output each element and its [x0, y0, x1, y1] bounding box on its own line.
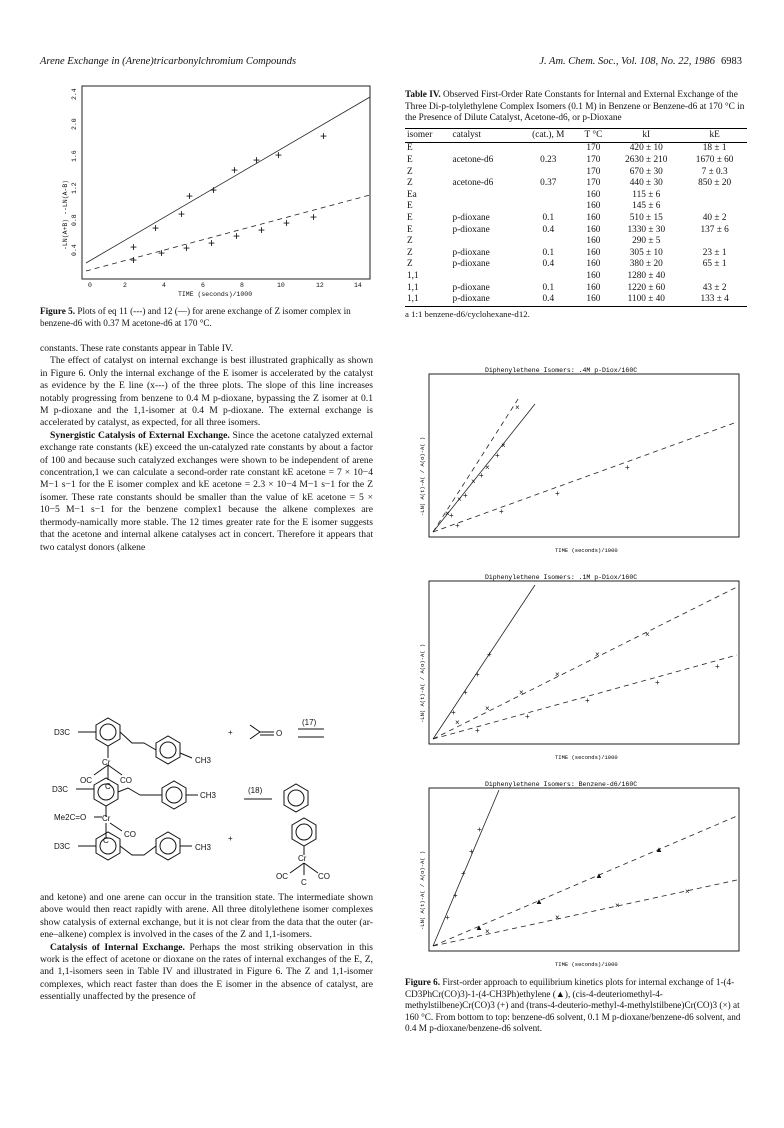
table-cell: [520, 190, 576, 202]
fig5-point: +: [158, 246, 166, 260]
scheme-label: CH3: [195, 843, 212, 852]
table-cell: 40 ± 2: [702, 212, 727, 223]
fig6-point: +: [495, 451, 500, 460]
scheme-plus: +: [228, 728, 233, 737]
fig6-point: +: [463, 688, 468, 697]
equation-number: (17): [302, 718, 317, 727]
scheme-label: Cr: [102, 758, 111, 767]
fig6-point: +: [445, 913, 450, 922]
table-row: [405, 283, 747, 295]
table-cell: 160: [586, 270, 601, 281]
fig6-point: +: [475, 670, 480, 679]
fig6-point: ×: [445, 509, 450, 518]
fig5-point: +: [130, 240, 138, 254]
fig6-point: +: [451, 708, 456, 717]
fig5-x-tick: 6: [201, 282, 205, 289]
fig6-point: ×: [485, 463, 490, 472]
table-cell: E: [407, 224, 413, 235]
table-cell: p-dioxane: [452, 224, 490, 235]
table-row: [405, 178, 747, 190]
table-cell: 1100 ± 40: [610, 294, 682, 306]
fig6-point: ×: [515, 403, 520, 412]
paragraph: and ketone) and one arene can occur in the transition state. The intermediate shown above would then react rapidly with arene. All three ditolylethene isomer complexes show catalysis of external exchange, but it is not clear from the data that the outer (ar-ene–alkene) complex is involved in the cases of the Z and 1,1-isomers.: [40, 892, 373, 941]
fig5-caption-label: Figure 5.: [40, 306, 76, 316]
table-title-text: Observed First-Order Rate Constants for Internal and External Exchange of the Three Di-p-tolylethylene Complex Isomers (0.1 M) in Benzene or Benzene-d6 at 170 °C in the Presence of Dilute Catalyst, Acetone-d6, or p-Dioxane: [405, 90, 745, 124]
paragraph: [40, 942, 373, 1004]
panel-x-label: TIME (seconds)/1000: [555, 754, 618, 761]
table-cell: 115 ± 6: [632, 189, 661, 200]
fig5-x-tick: 0: [88, 282, 92, 289]
scheme-label: C: [105, 782, 111, 791]
left-column-top: [40, 343, 373, 554]
fig5-x-label: TIME (seconds)/1000: [178, 291, 253, 298]
table-cell: 1280 ± 40: [627, 270, 666, 281]
section-heading: Catalysis of Internal Exchange.: [50, 941, 185, 953]
fig5-x-tick: 4: [162, 282, 166, 289]
scheme-label: OC: [276, 872, 288, 881]
table-cell: [520, 201, 576, 213]
fig5-y-tick: 0.4: [71, 244, 78, 256]
table-cell: 65 ± 1: [702, 259, 727, 270]
table-cell: 0.4: [542, 224, 555, 235]
table-cell: 850 ± 20: [698, 178, 732, 189]
fig5-y-tick: 2.0: [71, 118, 78, 130]
fig6-point: ×: [645, 630, 650, 639]
table-cell: [682, 190, 747, 202]
scheme-label: O: [276, 729, 283, 738]
panel-x-label: TIME (seconds)/1000: [555, 961, 618, 968]
scheme-label: Cr: [298, 854, 307, 863]
paragraph: [40, 430, 373, 554]
panel-y-label: -LN( A(t)-A( / A(o)-A( ): [419, 643, 426, 723]
fig6-caption-label: Figure 6.: [405, 977, 441, 987]
table-cell: E: [407, 212, 413, 223]
figure-6-panel-top: [415, 366, 745, 558]
table-row: [405, 190, 747, 202]
scheme-label: CO: [124, 830, 136, 839]
table-iv: [405, 90, 747, 320]
fig6-point: ×: [485, 927, 490, 936]
fig6-caption-text: First-order approach to equilibrium kinetics plots for internal exchange of 1-(4-CD3PhCr(CO)3)-1-(4-CH3Ph)ethylene (▲), (cis-4-deuteriomethyl-4-methylstilbene)Cr(CO)3 (+) and (trans-4-deuterio-methyl-4-methylstilbene)Cr(CO)3 (×) at 160 °C. From bottom to top: benzene-d6 solvent, 0.1 M p-dioxane/benzene-d6 solvent, and 0.4 M p-dioxane/benzene-d6 solvent.: [405, 977, 741, 1034]
fig6-point: +: [625, 463, 630, 472]
fig6-point: +: [655, 678, 660, 687]
table-row: [405, 155, 747, 167]
fig6-point: +: [715, 662, 720, 671]
fig6-point: +: [499, 507, 504, 516]
table-cell: [520, 236, 576, 248]
fig6-point: +: [477, 825, 482, 834]
table-row: [405, 213, 747, 225]
table-cell: 18 ± 1: [702, 143, 727, 154]
table-cell: Z: [407, 178, 413, 189]
fig6-point: +: [461, 869, 466, 878]
fig5-point: +: [231, 163, 239, 177]
table-cell: [451, 143, 521, 155]
fig6-point: ×: [519, 688, 524, 697]
panel-title: Diphenylethene Isomers: .4M p-Diox/160C: [485, 367, 638, 374]
fig5-point: +: [130, 253, 138, 267]
fig6-point: +: [455, 521, 460, 530]
fig6-point: +: [469, 847, 474, 856]
table-row: [405, 236, 747, 248]
table-cell: 0.4: [520, 294, 576, 306]
table-cell: Ea: [407, 189, 417, 200]
column-header: (cat.), M: [520, 128, 576, 143]
column-header: catalyst: [451, 128, 521, 143]
table-row: [405, 259, 747, 271]
table-cell: 510 ± 15: [629, 212, 663, 223]
running-header-left: Arene Exchange in (Arene)tricarbonylchromium Compounds: [40, 56, 297, 67]
fig6-point: ×: [615, 901, 620, 910]
table-cell: 133 ± 4: [682, 294, 747, 306]
fig5-point: +: [253, 153, 261, 167]
table-cell: [682, 236, 747, 248]
arene-ring-circle: [160, 742, 176, 758]
scheme-label: Cr: [102, 814, 111, 823]
fig6-point: ▲: [535, 897, 543, 906]
scheme-label: CO: [318, 872, 330, 881]
table-cell: [682, 271, 747, 283]
table-cell: [451, 236, 521, 248]
paragraph: constants. These rate constants appear in Table IV.: [40, 343, 234, 354]
scheme-label: Me2C=O: [54, 813, 87, 822]
fig5-point: +: [183, 241, 191, 255]
scheme-label: D3C: [54, 728, 71, 737]
table-row: [405, 201, 747, 213]
table-row: [405, 271, 747, 283]
arene-ring-circle: [100, 724, 116, 740]
fig6-point: ▲: [655, 845, 663, 854]
fig5-point: +: [178, 207, 186, 221]
fig6-point: +: [555, 489, 560, 498]
scheme-label: C: [301, 878, 307, 887]
fig6-point: +: [487, 650, 492, 659]
scheme-label: D3C: [52, 785, 69, 794]
table-cell: Z: [407, 236, 413, 247]
fig6-point: ×: [485, 704, 490, 713]
fig5-y-tick: 2.4: [71, 88, 78, 100]
table-cell: acetone-d6: [452, 154, 494, 165]
table-cell: 0.1: [542, 247, 555, 258]
table-cell: 0.23: [540, 154, 557, 165]
table-cell: 137 ± 6: [700, 224, 729, 235]
fig5-y-tick: 0.8: [71, 214, 78, 226]
fig5-x-tick: 2: [123, 282, 127, 289]
reaction-scheme: [40, 713, 373, 888]
table-cell: [451, 190, 521, 202]
fig5-y-label: -LN(A+B) --LN(A-B): [62, 179, 69, 250]
panel-y-label: -LN( A(t)-A( / A(o)-A( ): [419, 850, 426, 930]
fig6-point: ×: [501, 441, 506, 450]
table-cell: 0.1: [542, 212, 555, 223]
arene-ring-circle: [160, 838, 176, 854]
figure-6-caption: [405, 977, 745, 1035]
table-cell: Z: [407, 259, 413, 270]
figure-5-plot: [58, 80, 374, 302]
table-cell: 170: [586, 143, 601, 154]
table-cell: 170: [586, 178, 601, 189]
table-footnote: a 1:1 benzene-d6/cyclohexane-d12.: [405, 308, 530, 319]
table-cell: 380 ± 20: [629, 259, 663, 270]
table-cell: p-dioxane: [452, 247, 490, 258]
table-cell: [520, 167, 576, 179]
rate-constant-table: [405, 128, 747, 307]
table-cell: 1220 ± 60: [627, 282, 666, 293]
figure-6-panel-middle: [415, 573, 745, 765]
table-cell: E: [407, 143, 413, 154]
benzene-ring-circle: [296, 824, 312, 840]
fig5-y-tick: 1.2: [71, 182, 78, 194]
table-cell: [451, 201, 521, 213]
scheme-plus: +: [228, 834, 233, 843]
paragraph-body: Since the acetone catalyzed external exchange rate constants (kE) exceed the un-catalyzed rate constants by about a factor of 100 and because such catalyzed exchanges were shown to be independent of arene concentration,1 we can calculate a second-order rate constant kE acetone = 7 × 10−4 M−1 s−1 for the E isomer complex and kE acetone = 2.3 × 10−4 M−1 s−1 for the Z isomer. These rate constants should be smaller than the value of kE acetone = 5 × 10−5 M−1 s−1 for the benzene complex1 because the alkene complexes are thermody-namically more stable. The 12 times greater rate for the E isomer suggests that the acetone and internal alkene catalyses act in concert. Therefore it appears that two catalyst donors (alkene: [40, 429, 373, 553]
panel-title: Diphenylethene Isomers: .1M p-Diox/160C: [485, 574, 638, 581]
fig6-point: ×: [455, 718, 460, 727]
fig6-point: ▲: [595, 871, 603, 880]
section-heading: Synergistic Catalysis of External Exchange.: [50, 429, 230, 441]
fig6-point: +: [463, 491, 468, 500]
fig6-point: ▲: [475, 923, 483, 932]
table-cell: 145 ± 6: [632, 201, 661, 212]
table-cell: 305 ± 10: [629, 247, 663, 258]
table-cell: 160: [586, 224, 601, 235]
column-header: kI: [610, 128, 682, 143]
equation-number: (18): [248, 786, 263, 795]
table-cell: [520, 143, 576, 155]
journal-citation: J. Am. Chem. Soc., Vol. 108, No. 22, 1986: [539, 56, 715, 67]
panel-x-label: TIME (seconds)/1000: [555, 547, 618, 554]
fig6-point: +: [585, 696, 590, 705]
fig5-point: +: [210, 183, 218, 197]
table-cell: Z: [407, 166, 413, 177]
paragraph: The effect of catalyst on internal exchange is best illustrated graphically as shown in Figure 6. Only the internal exchange of the E isomer is accelerated by the catalyst as evidence by the E line (x---) of the three plots. The slope of this line increases notably progressing from benzene to 0.4 M p-dioxane, bypassing the Z isomer at 0.1 M p-dioxane and the 1,1-isomer at 0.4 M p-dioxane. The external exchange is accelerated by catalyst, as expected, for all three isomers.: [40, 355, 373, 429]
table-cell: 290 ± 5: [632, 236, 661, 247]
fig5-point: +: [283, 216, 291, 230]
table-cell: E: [407, 201, 413, 212]
scheme-label: C: [103, 836, 109, 845]
column-header: T °C: [577, 128, 611, 143]
table-cell: 1,1: [407, 270, 419, 281]
fig5-x-tick: 12: [316, 282, 324, 289]
scheme-label: D3C: [54, 842, 71, 851]
fig6-point: ×: [555, 670, 560, 679]
fig5-point: +: [233, 229, 241, 243]
table-cell: 440 ± 30: [629, 178, 663, 189]
fig5-point: +: [310, 210, 318, 224]
fig6-point: +: [525, 712, 530, 721]
table-cell: 23 ± 1: [702, 247, 727, 258]
table-row: [405, 225, 747, 237]
column-header: kE: [682, 128, 747, 143]
table-label: Table IV.: [405, 90, 441, 100]
table-cell: Z: [407, 247, 413, 258]
fig6-point: ×: [457, 495, 462, 504]
table-row: [405, 143, 747, 155]
table-cell: 420 ± 10: [629, 143, 663, 154]
table-cell: 2630 ± 210: [625, 154, 668, 165]
table-cell: [451, 167, 521, 179]
figure-6-panel-bottom: [415, 780, 745, 972]
table-cell: 160: [586, 259, 601, 270]
table-cell: 160: [577, 294, 611, 306]
fig6-point: +: [479, 471, 484, 480]
table-cell: E: [407, 154, 413, 165]
table-row: [405, 294, 747, 306]
table-cell: [451, 271, 521, 283]
arene-ring-circle: [166, 787, 182, 803]
table-cell: 160: [586, 201, 601, 212]
table-row: [405, 167, 747, 179]
table-cell: 1330 ± 30: [627, 224, 666, 235]
table-title: [405, 90, 747, 125]
table-cell: p-dioxane: [451, 294, 521, 306]
fig6-point: ×: [595, 650, 600, 659]
fig5-x-tick: 14: [354, 282, 362, 289]
scheme-label: OC: [80, 776, 92, 785]
table-cell: 1670 ± 60: [695, 154, 734, 165]
fig5-y-tick: 1.6: [71, 150, 78, 162]
fig6-point: ×: [471, 477, 476, 486]
table-cell: 160: [586, 247, 601, 258]
fig6-point: ×: [685, 887, 690, 896]
table-cell: p-dioxane: [452, 212, 490, 223]
table-cell: p-dioxane: [452, 259, 490, 270]
figure-5-caption: [40, 306, 373, 329]
table-cell: 0.4: [542, 259, 555, 270]
table-cell: [682, 201, 747, 213]
fig5-point: +: [186, 189, 194, 203]
table-cell: p-dioxane: [452, 282, 490, 293]
table-cell: 160: [586, 212, 601, 223]
fig5-x-tick: 8: [240, 282, 244, 289]
table-cell: [520, 271, 576, 283]
fig6-point: ×: [555, 913, 560, 922]
fig6-point: +: [475, 726, 480, 735]
table-cell: 1,1: [407, 282, 419, 293]
table-cell: 170: [586, 154, 601, 165]
fig6-point: +: [453, 891, 458, 900]
table-cell: 1,1: [405, 294, 451, 306]
fig5-x-tick: 10: [277, 282, 285, 289]
fig5-point: +: [208, 236, 216, 250]
panel-title: Diphenylethene Isomers: Benzene-d6/160C: [485, 781, 638, 788]
fig5-point: +: [320, 129, 328, 143]
table-cell: 670 ± 30: [629, 166, 663, 177]
table-cell: 0.1: [542, 282, 555, 293]
fig5-point: +: [258, 223, 266, 237]
table-header-row: [405, 128, 747, 143]
table-cell: 160: [586, 189, 601, 200]
page-number: 6983: [721, 56, 742, 67]
table-cell: 43 ± 2: [702, 282, 727, 293]
fig5-point: +: [152, 221, 160, 235]
table-cell: 160: [586, 236, 601, 247]
table-cell: acetone-d6: [452, 178, 494, 189]
scheme-label: CH3: [195, 756, 212, 765]
fig5-caption-text: Plots of eq 11 (---) and 12 (—) for arene exchange of Z isomer complex in benzene-d6 with 0.37 M acetone-d6 at 170 °C.: [40, 306, 351, 328]
table-cell: 0.37: [540, 178, 557, 189]
scheme-label: CO: [120, 776, 132, 785]
running-header-right: [539, 56, 742, 67]
column-header: isomer: [405, 128, 451, 143]
fig5-point: +: [275, 148, 283, 162]
scheme-label: CH3: [200, 791, 217, 800]
paragraph-body: Perhaps the most striking observation in this work is the effect of acetone or dioxane on the rates of internal exchanges of the E, Z, and 1,1-isomers seen in Table IV and illustrated in Figure 6. The Z and 1,1-isomer complexes, which react faster than does the E isomer in the absence of catalyst, are essentially unaffected by the presence of: [40, 941, 373, 1003]
left-column-bottom: [40, 892, 373, 1004]
panel-y-label: -LN( A(t)-A( / A(o)-A( ): [419, 436, 426, 516]
table-row: [405, 248, 747, 260]
fig6-point: +: [449, 511, 454, 520]
table-cell: 160: [586, 282, 601, 293]
benzene-ring-circle: [288, 790, 304, 806]
table-cell: 170: [586, 166, 601, 177]
table-cell: 7 ± 0.3: [701, 166, 728, 177]
